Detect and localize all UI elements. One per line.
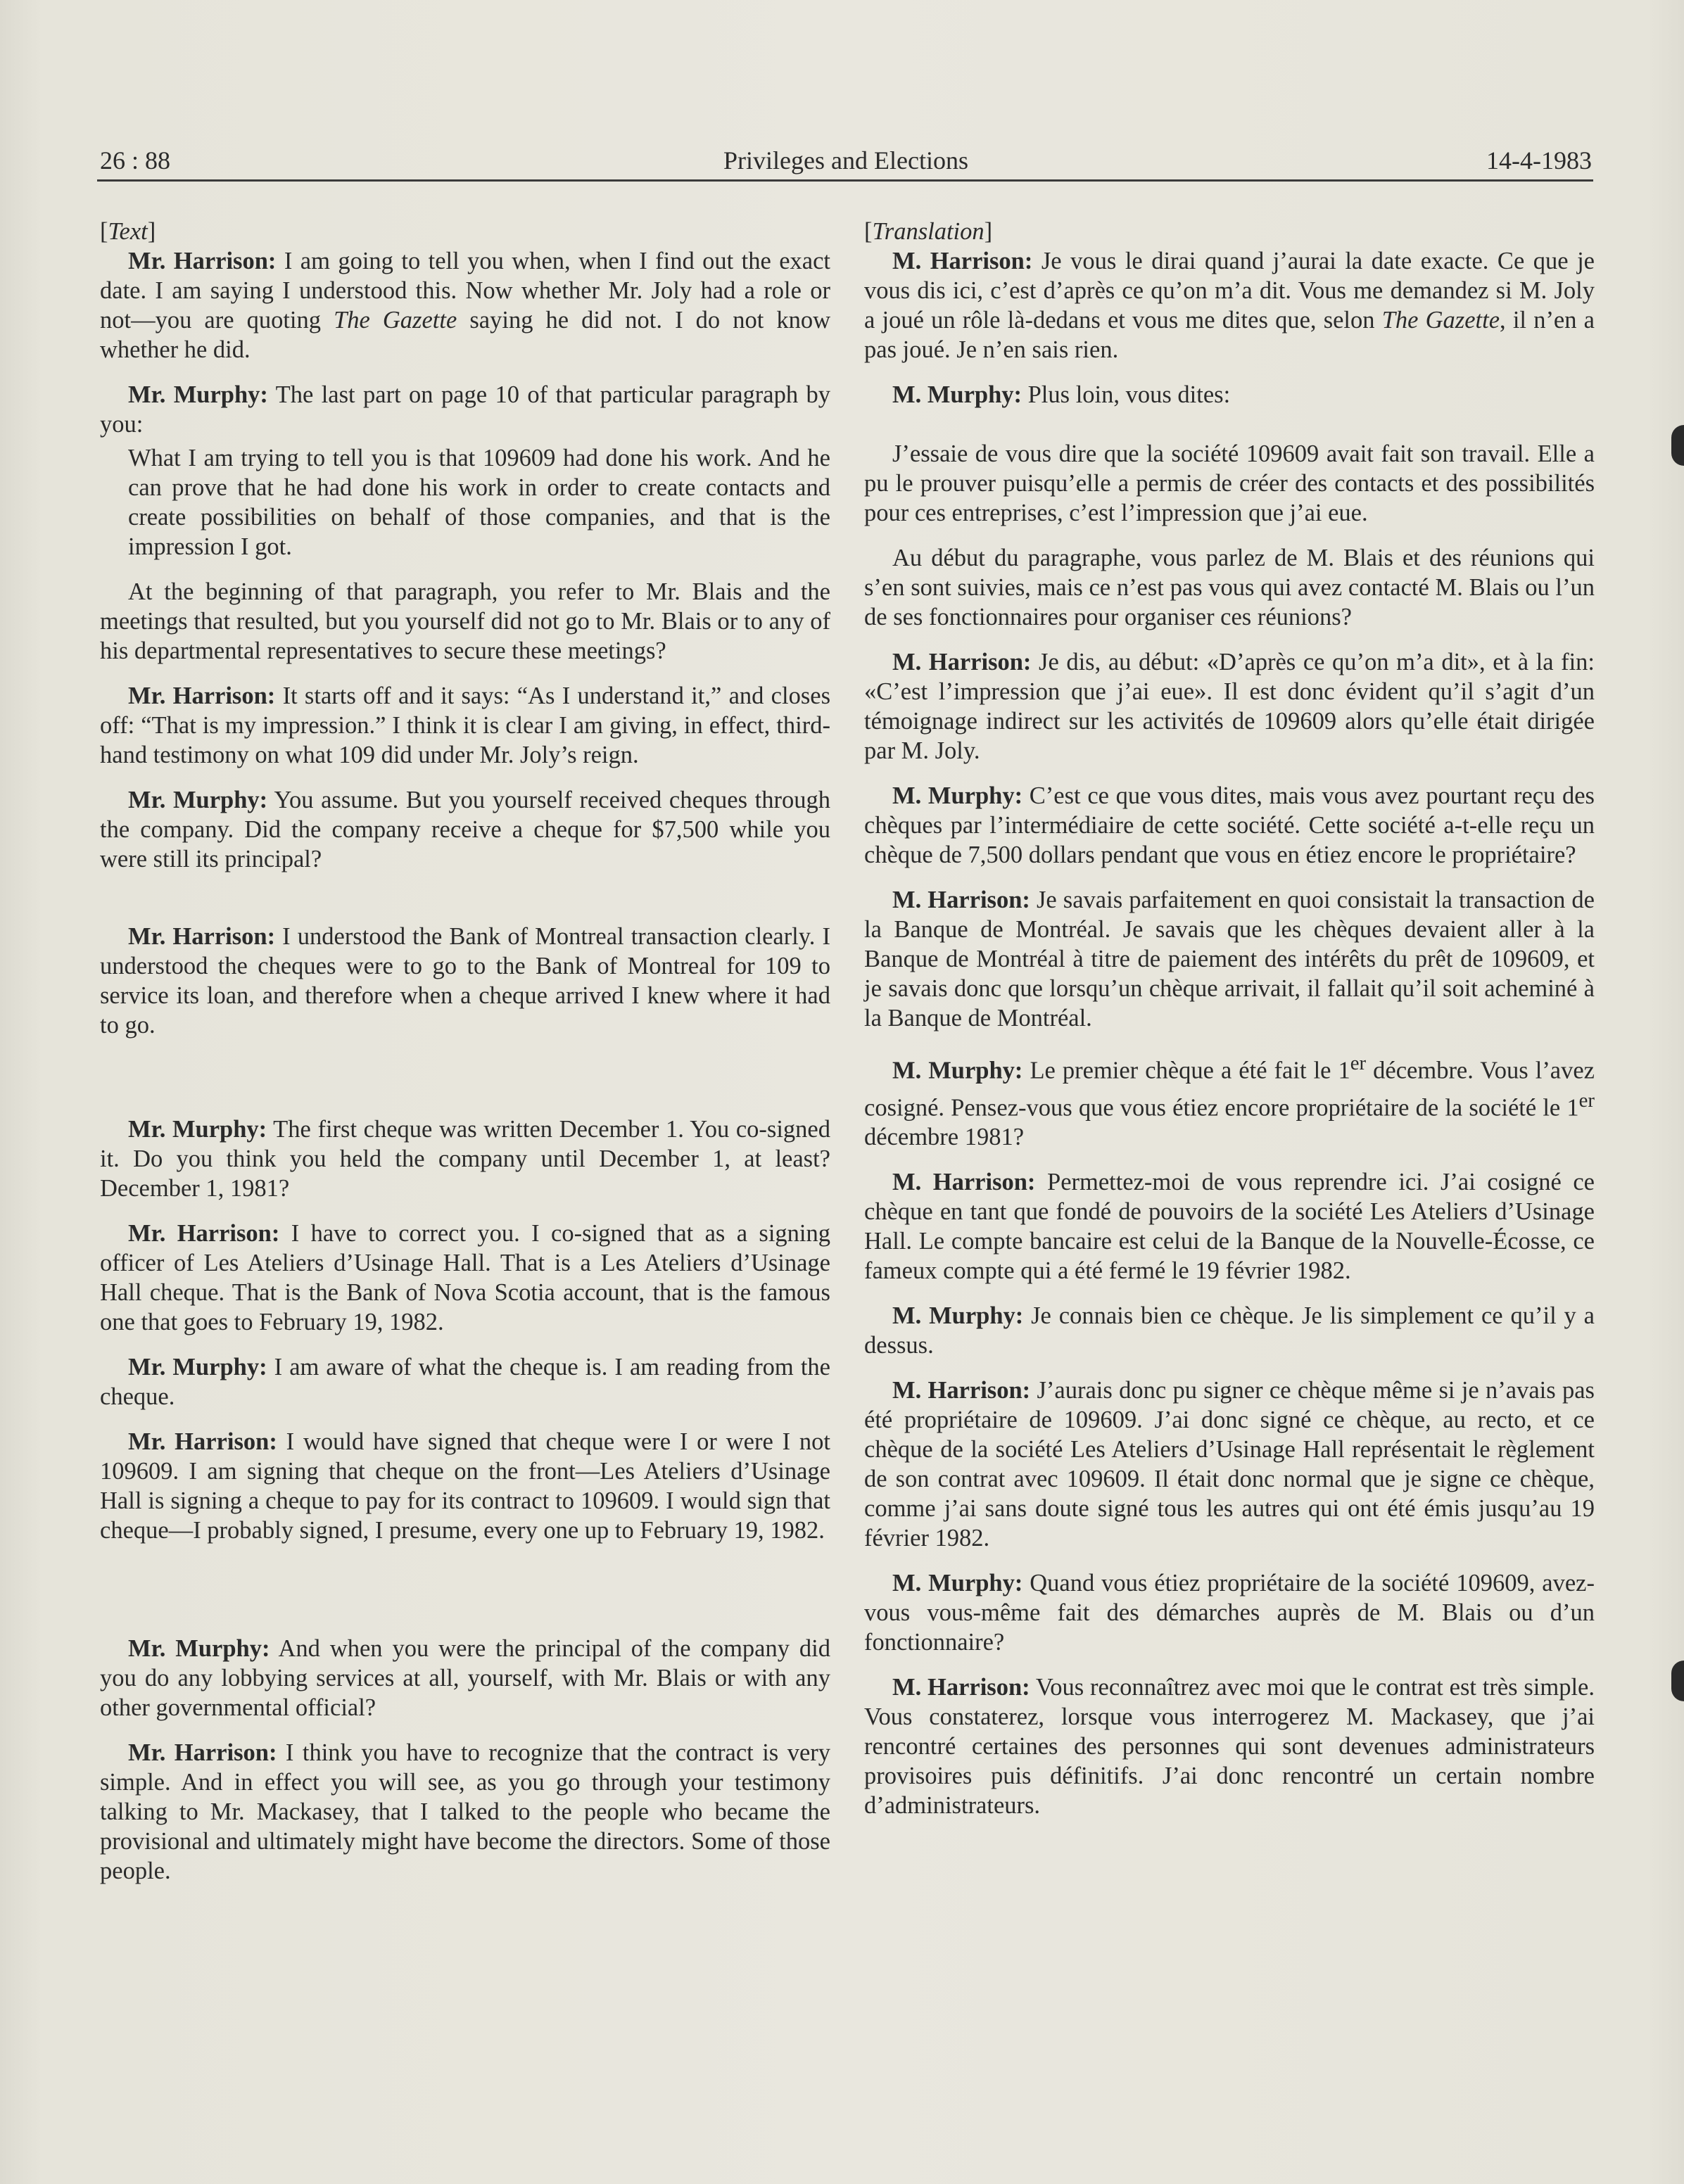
page-number: 26 : 88 — [100, 146, 171, 174]
page-date: 14-4-1983 — [1486, 146, 1592, 174]
translation-section-tag: [Translation] — [864, 218, 993, 245]
fr-paragraph-10: M. Murphy: Je connais bien ce chèque. Je lis simplement ce qu’il y a dessus. — [864, 1302, 1595, 1359]
page-title: Privileges and Elections — [723, 146, 968, 174]
header-rule — [97, 179, 1593, 182]
fr-paragraph-1: M. Harrison: Je vous le dirai quand j’aurai la date exacte. Ce que je vous dis ici, c’est d’après ce qu’on m’a dit. Vous me demandez si M. Joly a joué un rôle là-dedans et vous me dites que, selon The Gazette, il n’en a pas joué. Je n’en sais rien. — [864, 248, 1595, 363]
en-paragraph-8: Mr. Murphy: The first cheque was written December 1. You co-signed it. Do you think you held the company until December 1, at least? December 1, 1981? — [100, 1116, 830, 1202]
en-paragraph-7: Mr. Harrison: I understood the Bank of Montreal transaction clearly. I understood the cheques were to go to the Bank of Montreal for 109 to service its loan, and therefore when a cheque arrived I knew where it had to go. — [100, 923, 830, 1039]
en-paragraph-4: At the beginning of that paragraph, you refer to Mr. Blais and the meetings that resulted, but you yourself did not go to Mr. Blais or to any of his departmental representatives to secure these meetings? — [100, 578, 830, 664]
en-paragraph-5: Mr. Harrison: It starts off and it says: “As I understand it,” and closes off: “That is my impression.” I think it is clear I am giving, in effect, third-hand testimony on what 109 did under Mr. Joly’s reign. — [100, 682, 830, 768]
fr-paragraph-8: M. Murphy: Le premier chèque a été fait le 1er décembre. Vous l’avez cosigné. Pensez-vous que vous étiez encore propriétaire de la société le 1er décembre 1981? — [864, 1052, 1595, 1150]
fr-paragraph-12: M. Murphy: Quand vous étiez propriétaire de la société 109609, avez-vous vous-même fait des démarches auprès de M. Blais ou d’un fonctionnaire? — [864, 1570, 1595, 1656]
page-header — [100, 143, 1592, 178]
binder-hole-bottom — [1671, 1661, 1684, 1701]
fr-paragraph-2: M. Murphy: Plus loin, vous dites: — [892, 381, 1231, 408]
english-column — [100, 217, 830, 1901]
en-paragraph-10: Mr. Murphy: I am aware of what the cheque is. I am reading from the cheque. — [100, 1354, 830, 1410]
fr-paragraph-6: M. Murphy: C’est ce que vous dites, mais vous avez pourtant reçu des chèques par l’intermédiaire de cette société. Cette société a-t-elle reçu un chèque de 7,500 dollars pendant que vous en étiez encore le propriétaire? — [864, 782, 1595, 868]
fr-paragraph-9: M. Harrison: Permettez-moi de vous reprendre ici. J’ai cosigné ce chèque en tant que fondé de pouvoirs de la société Les Ateliers d’Usinage Hall. Le compte bancaire est celui de la Banque de la Nouvelle-Écosse, ce fameux compte qui a été fermé le 19 février 1982. — [864, 1169, 1595, 1284]
fr-paragraph-7: M. Harrison: Je savais parfaitement en quoi consistait la transaction de la Banque de Montréal. Je savais que les chèques devaient aller à la Banque de Montréal à titre de paiement des intérêts du prêt de 109609, et je savais donc que lorsqu’un chèque arrivait, il fallait qu’il soit acheminé à la Banque de Montréal. — [864, 887, 1595, 1031]
en-quote: What I am trying to tell you is that 109609 had done his work. And he can prove that he had done his work in order to create contacts and create possibilities on behalf of those companies, and that is the impression I got. — [128, 445, 830, 560]
fr-quote: J’essaie de vous dire que la société 109609 avait fait son travail. Elle a pu le prouver puisqu’elle a permis de créer des contacts et des possibilités pour ces entreprises, c’est l’impression que j’ai eue. — [864, 440, 1595, 526]
en-paragraph-12: Mr. Murphy: And when you were the principal of the company did you do any lobbying services at all, yourself, with Mr. Blais or with any other governmental official? — [100, 1635, 831, 1721]
binder-hole-top — [1671, 425, 1684, 466]
en-paragraph-6: Mr. Murphy: You assume. But you yourself received cheques through the company. Did the company receive a cheque for $7,500 while you were still its principal? — [100, 787, 831, 872]
en-paragraph-1: Mr. Harrison: I am going to tell you when, when I find out the exact date. I am saying I understood this. Now whether Mr. Joly had a role or not—you are quoting The Gazette saying he did not. I do not know whether he did. — [100, 248, 831, 363]
fr-paragraph-4: Au début du paragraphe, vous parlez de M. Blais et des réunions qui s’en sont suivies, mais ce n’est pas vous qui avez contacté M. Blais ou l’un de ses fonctionnaires pour organiser ces réunions? — [864, 545, 1595, 630]
fr-paragraph-11: M. Harrison: J’aurais donc pu signer ce chèque même si je n’avais pas été propriétaire de 109609. J’ai donc signé ce chèque, au recto, et ce chèque de la société Les Ateliers d’Usinage Hall représentait le règlement de son contrat avec 109609. Il était donc normal que je signe ce chèque, comme j’ai sans doute signé tous les autres qui ont été émis jusqu’au 19 février 1982. — [864, 1377, 1595, 1551]
en-paragraph-9: Mr. Harrison: I have to correct you. I co-signed that as a signing officer of Les Ateliers d’Usinage Hall. That is a Les Ateliers d’Usinage Hall cheque. That is the Bank of Nova Scotia account, that is the famous one that goes to February 19, 1982. — [100, 1220, 830, 1335]
text-section-tag: [Text] — [100, 218, 156, 245]
fr-paragraph-13: M. Harrison: Vous reconnaîtrez avec moi que le contrat est très simple. Vous constaterez, lorsque vous interrogerez M. Mackasey, que j’ai rencontré certaines des personnes qui sont devenues administrateurs provisoires puis définitifs. J’ai donc rencontré un certain nombre d’administrateurs. — [864, 1674, 1595, 1819]
en-paragraph-11: Mr. Harrison: I would have signed that cheque were I or were I not 109609. I am signing that cheque on the front—Les Ateliers d’Usinage Hall is signing a cheque to pay for its contract to 109609. I would sign that cheque—I probably signed, I presume, every one up to February 19, 1982. — [100, 1428, 830, 1544]
en-paragraph-13: Mr. Harrison: I think you have to recognize that the contract is very simple. And in effect you will see, as you go through your testimony talking to Mr. Mackasey, that I talked to the people who became the provisional and ultimately might have become the directors. Some of those people. — [100, 1739, 830, 1884]
french-column — [864, 217, 1595, 1836]
en-paragraph-2: Mr. Murphy: The last part on page 10 of that particular paragraph by you: — [100, 381, 830, 438]
fr-paragraph-5: M. Harrison: Je dis, au début: «D’après ce qu’on m’a dit», et à la fin: «C’est l’impression que j’ai eue». Il est donc évident qu’il s’agit d’un témoignage indirect sur les activités de 109609 alors qu’elle était dirigée par M. Joly. — [864, 649, 1595, 764]
